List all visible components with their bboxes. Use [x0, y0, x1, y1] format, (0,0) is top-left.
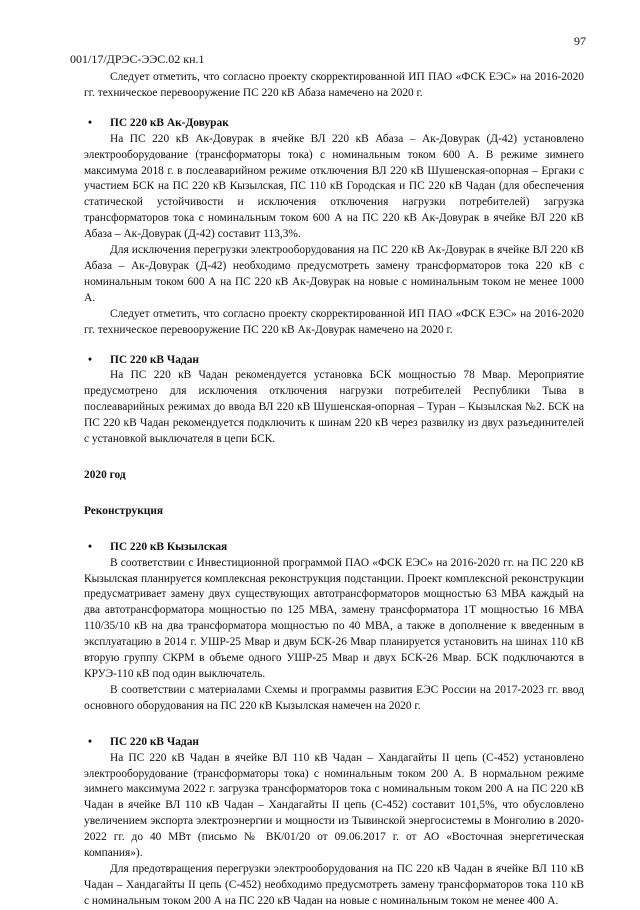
year-heading: 2020 год: [84, 468, 126, 481]
paragraph: На ПС 220 кВ Чадан в ячейке ВЛ 110 кВ Чадан – Хандагайты II цепь (С-452) установлено электрооборудование (трансформаторы тока) с номинальным током 200 А. В нормальном режиме зимнего максимума 2022 г. загрузка трансформаторов тока с номинальным током 200 А на ПС 220 кВ Чадан в ячейке ВЛ 110 кВ Чадан – Хандагайты II цепь (С-452) составит 101,5%, что обусловлено увеличением экспорта электроэнергии и мощности из Тывинской энергосистемы в Монголию в 2020-2022 гг. до 40 МВт (письмо № ВК/01/20 от 09.06.2017 г. от АО «Восточная энергетическая компания»).: [84, 751, 584, 860]
section-heading: [84, 116, 584, 132]
document-body: [84, 70, 584, 910]
page-number: 97: [574, 34, 586, 48]
paragraph: Для предотвращения перегрузки электрооборудования на ПС 220 кВ Чадан в ячейке ВЛ 110 кВ Чадан – Хандагайты II цепь (С-452) необходимо предусмотреть замену трансформаторов тока 110 кВ с номинальным током 200 А на ПС 220 кВ Чадан на новые с номинальным током не менее 400 А.: [84, 862, 584, 907]
section-heading: [84, 353, 584, 369]
paragraph: В соответствии с Инвестиционной программой ПАО «ФСК ЕЭС» на 2016-2020 гг. на ПС 220 кВ Кызылская планируется комплексная реконструкция подстанции. Проект комплексной реконструкции предусматривает замену двух существующих автотрансформаторов мощностью 63 МВА каждый на два автотрансформатора мощностью по 125 МВА, замену трансформатора 1Т мощностью 16 МВА 110/35/10 кВ на два трансформатора мощностью по 40 МВА, а также в дополнение к введенным в эксплуатацию в 2014 г. УШР-25 Мвар и двум БСК-26 Мвар планируется установить на шинах 110 кВ вторую группу СКРМ в объеме одного УШР-25 Мвар и двух БСК-26 Мвар. БСК подключаются в КРУЭ-110 кВ под один выключатель.: [84, 556, 584, 680]
paragraph: Следует отметить, что согласно проекту скорректированной ИП ПАО «ФСК ЕЭС» на 2016-2020 гг. техническое перевооружение ПС 220 кВ Абаза намечено на 2020 г.: [84, 71, 584, 99]
heading-text: ПС 220 кВ Кызылская: [110, 540, 228, 553]
bullet-icon: •: [88, 353, 92, 366]
paragraph: На ПС 220 кВ Ак-Довурак в ячейке ВЛ 220 кВ Абаза – Ак-Довурак (Д-42) установлено электрооборудование (трансформаторы тока) с номинальным током 600 А. В режиме зимнего максимума 2018 г. в послеаварийном режиме отключения ВЛ 220 кВ Шушенская-опорная – Ергаки с участием БСК на ПС 220 кВ Кызылская, ПС 110 кВ Городская и ПС 220 кВ Чадан (для обеспечения статической устойчивости и исключения отключения нагрузки потребителей) загрузка трансформаторов тока с номинальным током 600 А на ПС 220 кВ Ак-Довурак в ячейке ВЛ 220 кВ Абаза – Ак-Довурак (Д-42) составит 113,3%.: [84, 132, 584, 241]
paragraph: Следует отметить, что согласно проекту скорректированной ИП ПАО «ФСК ЕЭС» на 2016-2020 гг. техническое перевооружение ПС 220 кВ Ак-Довурак намечено на 2020 г.: [84, 307, 584, 336]
heading-text: ПС 220 кВ Чадан: [110, 353, 199, 366]
paragraph: На ПС 220 кВ Чадан рекомендуется установка БСК мощностью 78 Мвар. Мероприятие предусмотрено для исключения отключения нагрузки потребителей Республики Тыва в послеаварийных режимах до ввода ВЛ 220 кВ Шушенская-опорная – Туран – Кызылская №2. БСК на ПС 220 кВ Чадан рекомендуется подключить к шинам 220 кВ через развилку из двух разъединителей с установкой выключателя в цепи БСК.: [84, 369, 584, 446]
bullet-icon: •: [88, 116, 92, 129]
section-heading: [84, 540, 584, 556]
heading-text: ПС 220 кВ Чадан: [110, 735, 199, 748]
section-heading: [84, 735, 584, 751]
document-id: 001/17/ДРЭС-ЭЭС.02 кн.1: [70, 52, 205, 66]
paragraph: Для исключения перегрузки электрооборудования на ПС 220 кВ Ак-Довурак в ячейке ВЛ 220 кВ Абаза – Ак-Довурак (Д-42) необходимо предусмотреть замену трансформаторов тока 220 кВ с номинальным током 600 А на ПС 220 кВ Ак-Довурак на новые с номинальным током не менее 1000 А.: [84, 244, 584, 304]
paragraph: В соответствии с материалами Схемы и программы развития ЕЭС России на 2017-2023 гг. ввод основного оборудования на ПС 220 кВ Кызылская намечен на 2020 г.: [84, 683, 584, 712]
heading-text: ПС 220 кВ Ак-Довурак: [110, 116, 229, 129]
bullet-icon: •: [88, 735, 92, 748]
bullet-icon: •: [88, 540, 92, 553]
subsection-heading: Реконструкция: [84, 504, 164, 517]
